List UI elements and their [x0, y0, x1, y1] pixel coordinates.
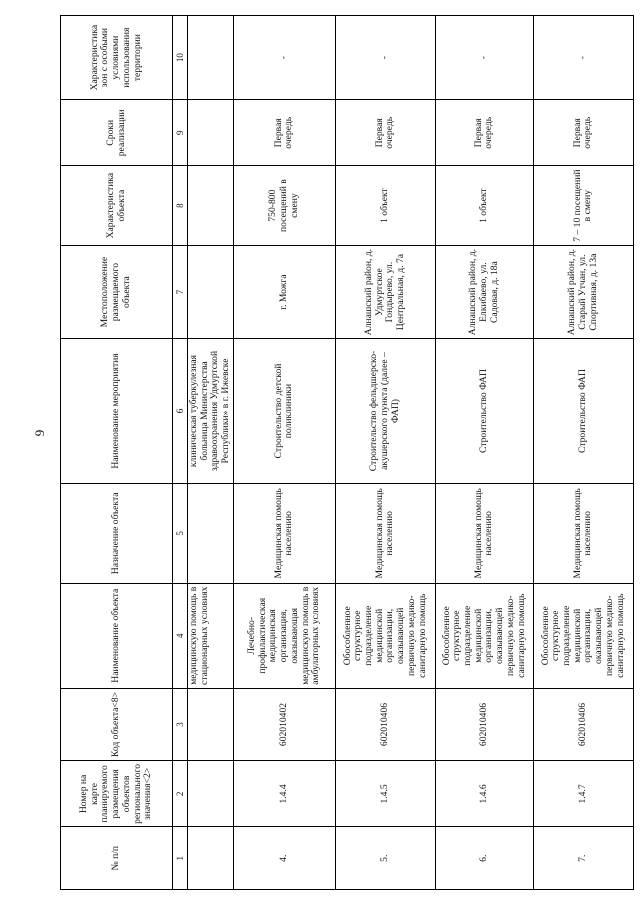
- header-cell: Наименование объекта: [61, 583, 173, 688]
- object-characteristic: [188, 166, 234, 246]
- header-cell: Номер на карте планируемого размещения объектов регионального значения<2>: [61, 761, 173, 827]
- measure-name: Строительство детской поликлиники: [233, 339, 335, 484]
- object-characteristic: 1 объект: [435, 166, 533, 246]
- header-cell: Код объекта<8>: [61, 688, 173, 761]
- zone-characteristic: -: [335, 16, 435, 100]
- object-purpose: [188, 483, 234, 583]
- header-cell: Наименование мероприятия: [61, 339, 173, 484]
- object-name: Обособленное структурное подразделение медицинской организации, оказывающей первичную медико-санитарную помощь: [435, 583, 533, 688]
- row-number: [188, 827, 234, 890]
- object-code: 602010402: [233, 688, 335, 761]
- object-location: [188, 245, 234, 338]
- object-name: Лечебно-профилактическая медицинская организация, оказывающая медицинскую помощь в амбулаторных условиях: [233, 583, 335, 688]
- table-row: [335, 16, 435, 890]
- object-characteristic: 7 – 10 посещений в смену: [533, 166, 633, 246]
- object-purpose: Медицинская помощь населению: [233, 483, 335, 583]
- column-number: 1: [173, 827, 188, 890]
- object-characteristic: 750-800 посещений в смену: [233, 166, 335, 246]
- map-number: 1.4.5: [335, 761, 435, 827]
- column-number-row: [173, 16, 188, 890]
- map-number: 1.4.7: [533, 761, 633, 827]
- measure-name: Строительство ФАП: [435, 339, 533, 484]
- header-cell: Сроки реализации: [61, 100, 173, 166]
- object-purpose: Медицинская помощь населению: [533, 483, 633, 583]
- column-number: 3: [173, 688, 188, 761]
- table-row: [435, 16, 533, 890]
- map-number: 1.4.6: [435, 761, 533, 827]
- object-location: Алнашский район, д. Елкибаево, ул. Садовая, д. 18а: [435, 245, 533, 338]
- zone-characteristic: -: [435, 16, 533, 100]
- realization-term: Первая очередь: [233, 100, 335, 166]
- object-location: Алнашский район, д. Удмуртское Гондырево, ул. Центральная, д. 7а: [335, 245, 435, 338]
- column-number: 2: [173, 761, 188, 827]
- column-number: 7: [173, 245, 188, 338]
- object-characteristic: 1 объект: [335, 166, 435, 246]
- objects-table: [60, 15, 634, 890]
- page-number: 9: [32, 429, 47, 437]
- column-number: 9: [173, 100, 188, 166]
- rotated-page: [60, 15, 628, 890]
- object-code: 602010406: [435, 688, 533, 761]
- column-number: 6: [173, 339, 188, 484]
- realization-term: Первая очередь: [335, 100, 435, 166]
- object-code: 602010406: [533, 688, 633, 761]
- measure-name: Строительство ФАП: [533, 339, 633, 484]
- object-code: 602010406: [335, 688, 435, 761]
- table-row: [533, 16, 633, 890]
- row-number: 5.: [335, 827, 435, 890]
- map-number: 1.4.4: [233, 761, 335, 827]
- realization-term: Первая очередь: [533, 100, 633, 166]
- object-location: Алнашский район, д. Старый Утчан, ул. Спортивная, д. 13а: [533, 245, 633, 338]
- table-row: [233, 16, 335, 890]
- object-location: г. Можга: [233, 245, 335, 338]
- header-cell: Местоположение размещаемого объекта: [61, 245, 173, 338]
- zone-characteristic: [188, 16, 234, 100]
- object-purpose: Медицинская помощь населению: [335, 483, 435, 583]
- header-row: [61, 16, 173, 890]
- column-number: 5: [173, 483, 188, 583]
- zone-characteristic: -: [533, 16, 633, 100]
- object-name: Обособленное структурное подразделение медицинской организации, оказывающей первичную медико-санитарную помощь: [335, 583, 435, 688]
- map-number: [188, 761, 234, 827]
- header-cell: Характеристика объекта: [61, 166, 173, 246]
- row-number: 7.: [533, 827, 633, 890]
- row-number: 6.: [435, 827, 533, 890]
- object-name: медицинскую помощь в стационарных условиях: [188, 583, 234, 688]
- zone-characteristic: -: [233, 16, 335, 100]
- table-row: [188, 16, 234, 890]
- measure-name: Строительство фельдшерско-акушерского пункта (далее – ФАП): [335, 339, 435, 484]
- realization-term: Первая очередь: [435, 100, 533, 166]
- header-cell: Назначение объекта: [61, 483, 173, 583]
- object-code: [188, 688, 234, 761]
- column-number: 8: [173, 166, 188, 246]
- header-cell: № п/п: [61, 827, 173, 890]
- realization-term: [188, 100, 234, 166]
- measure-name: клиническая туберкулезная больница Министерства здравоохранения Удмуртской Республики» в г. Ижевске: [188, 339, 234, 484]
- column-number: 4: [173, 583, 188, 688]
- row-number: 4.: [233, 827, 335, 890]
- header-cell: Характеристика зон с особыми условиями использования территории: [61, 16, 173, 100]
- object-name: Обособленное структурное подразделение медицинской организации, оказывающей первичную медико-санитарную помощь: [533, 583, 633, 688]
- column-number: 10: [173, 16, 188, 100]
- object-purpose: Медицинская помощь населению: [435, 483, 533, 583]
